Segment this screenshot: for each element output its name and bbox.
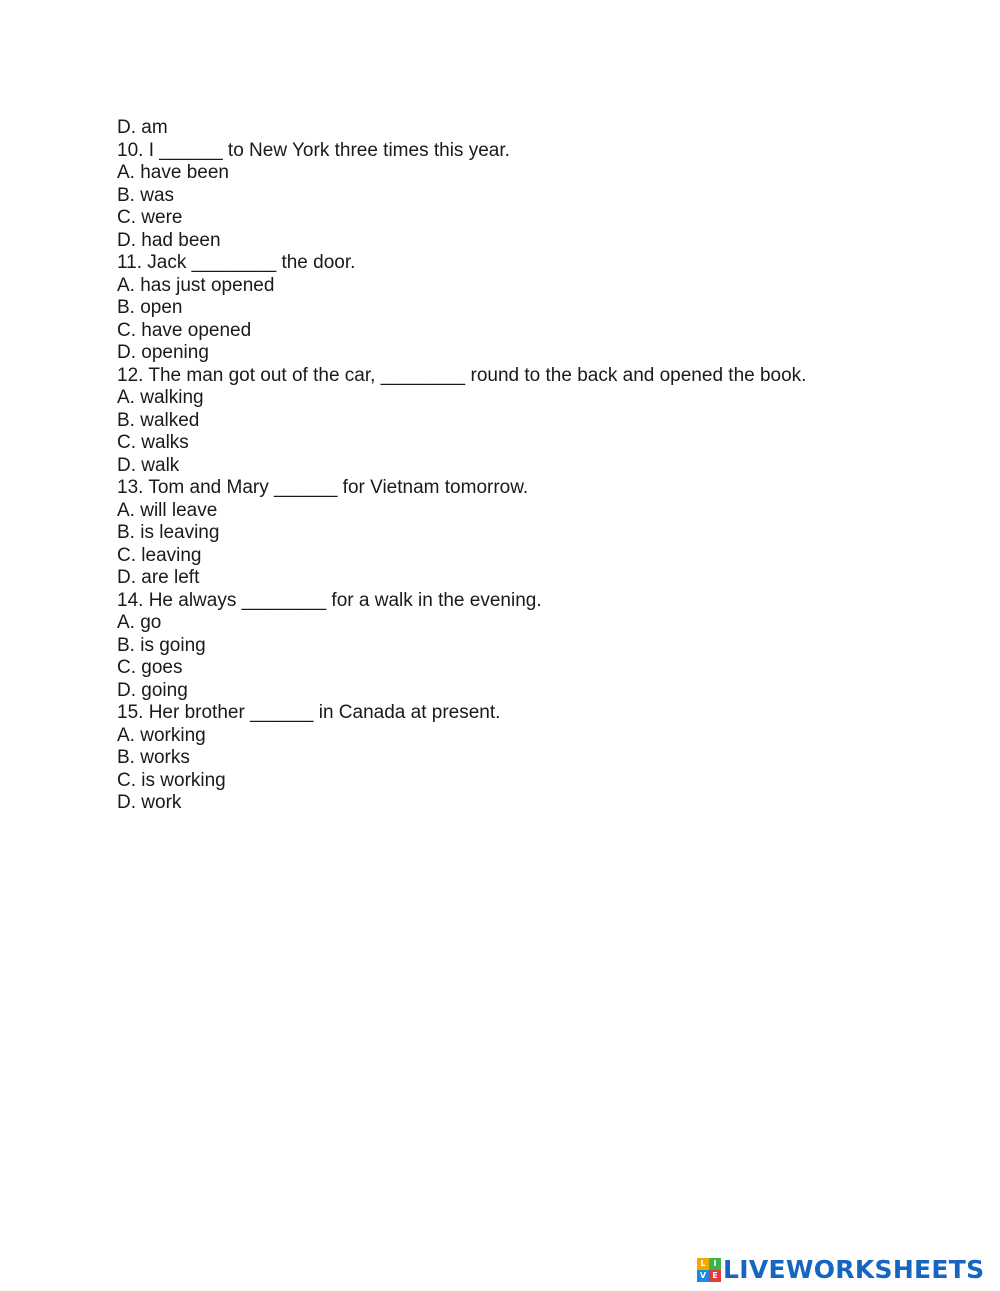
answer-option: D. had been [117,229,221,251]
answer-option: A. have been [117,162,229,183]
answer-option: D. am [117,117,168,138]
answer-option: C. leaving [117,544,202,566]
logo-letter: E [709,1270,721,1282]
question-12: 12. The man got out of the car, ________ round to the back and opened the book. [117,364,807,386]
answer-option: B. was [117,184,175,206]
answer-option: D. are left [117,567,200,588]
question-11: 11. Jack ________ the door. [117,252,356,273]
question-15: 15. Her brother ______ in Canada at present. [117,702,501,723]
answer-option: D. opening [117,342,209,363]
liveworksheets-logo [697,1256,984,1284]
answer-option: B. is going [117,634,206,656]
logo-letter: L [697,1258,709,1270]
answer-option: B. walked [117,409,200,431]
question-13: 13. Tom and Mary ______ for Vietnam tomorrow. [117,477,529,498]
answer-option: D. walk [117,454,180,476]
worksheet-content [117,117,957,815]
answer-option: C. have opened [117,319,252,341]
answer-option: A. go [117,612,162,633]
question-10: 10. I ______ to New York three times this year. [117,139,510,161]
answer-option: A. walking [117,387,204,408]
answer-option: D. going [117,679,188,701]
answer-option: B. works [117,747,190,768]
answer-option: C. goes [117,657,183,678]
logo-letter: I [709,1258,721,1270]
answer-option: B. open [117,297,183,318]
answer-option: B. is leaving [117,522,220,543]
answer-option: A. working [117,724,206,746]
question-14: 14. He always ________ for a walk in the evening. [117,589,542,611]
answer-option: C. walks [117,432,189,453]
brand-name: LIVEWORKSHEETS [723,1255,985,1284]
answer-option: C. is working [117,769,226,791]
answer-option: C. were [117,207,183,228]
answer-option: A. will leave [117,499,218,521]
logo-letter: V [697,1270,709,1282]
answer-option: A. has just opened [117,274,275,296]
answer-option: D. work [117,792,182,813]
liveworksheets-logo-icon [697,1258,721,1282]
